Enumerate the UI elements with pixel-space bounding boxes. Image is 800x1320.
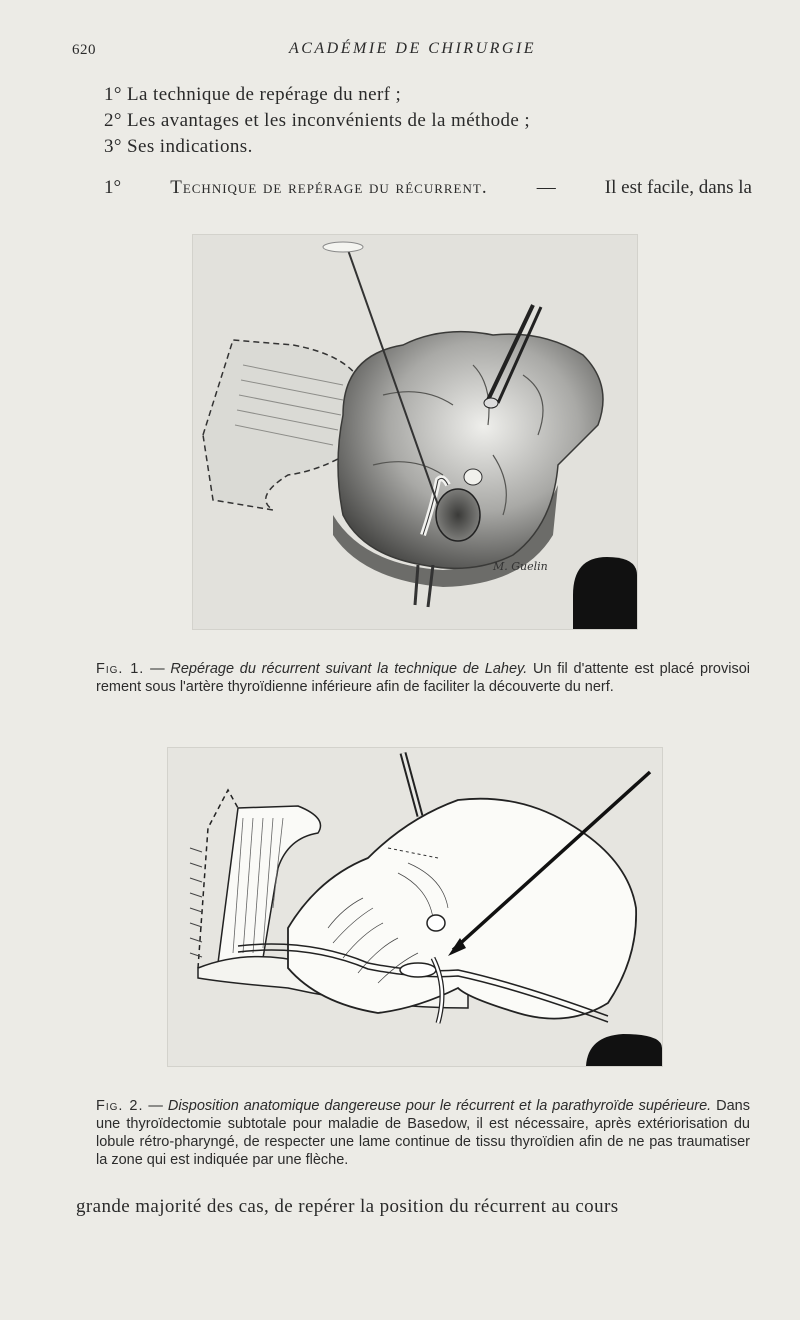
section-dash: —	[536, 177, 556, 198]
figure-2-drawing	[168, 748, 662, 1066]
body-paragraph-continuation: grande majorité des cas, de repérer la position du récurrent au cours	[76, 1196, 619, 1217]
figure-2-caption	[96, 1097, 750, 1169]
caption-label: Fig. 1.	[96, 661, 145, 677]
illustrator-signature: M. Guelin	[493, 560, 548, 573]
section-text: Il est facile, dans la	[604, 177, 752, 198]
figure-1-drawing	[193, 235, 637, 629]
caption-title: Disposition anatomique dangereuse pour le récurrent et la parathyroïde supérieure.	[167, 1098, 712, 1114]
running-title: ACADÉMIE DE CHIRURGIE	[288, 40, 537, 57]
section-title: Technique de repérage du récurrent.	[170, 177, 488, 198]
caption-text: Dans une thyroïdectomie subtotale pour maladie de Basedow, il est nécessaire, après extériorisation du lobule rétro-pharyngé, de respecter une lame continue de tissu thyroïdien afin de ne pas traumatiser la zone qui est indiquée par une flèche.	[96, 1098, 750, 1168]
figure-1-illustration	[192, 234, 638, 630]
figure-2-illustration	[167, 747, 663, 1067]
list-item: 1° La technique de repérage du nerf ;	[104, 84, 402, 105]
list-item: 2° Les avantages et les inconvénients de la méthode ;	[104, 110, 531, 131]
caption-dash: —	[150, 661, 165, 677]
outline-list	[104, 82, 530, 160]
caption-dash: —	[148, 1098, 163, 1114]
caption-title: Repérage du récurrent suivant la technique de Lahey.	[170, 661, 528, 677]
section-heading-line	[104, 177, 752, 199]
page-number: 620	[72, 42, 96, 58]
list-item: 3° Ses indications.	[104, 136, 253, 157]
caption-text: Un fil d'attente est placé provisoi rement sous l'artère thyroïdienne inférieure afin de faciliter la découverte du nerf.	[96, 661, 750, 695]
section-number: 1°	[104, 177, 122, 198]
caption-label: Fig. 2.	[96, 1098, 144, 1114]
figure-1-caption	[96, 660, 750, 696]
